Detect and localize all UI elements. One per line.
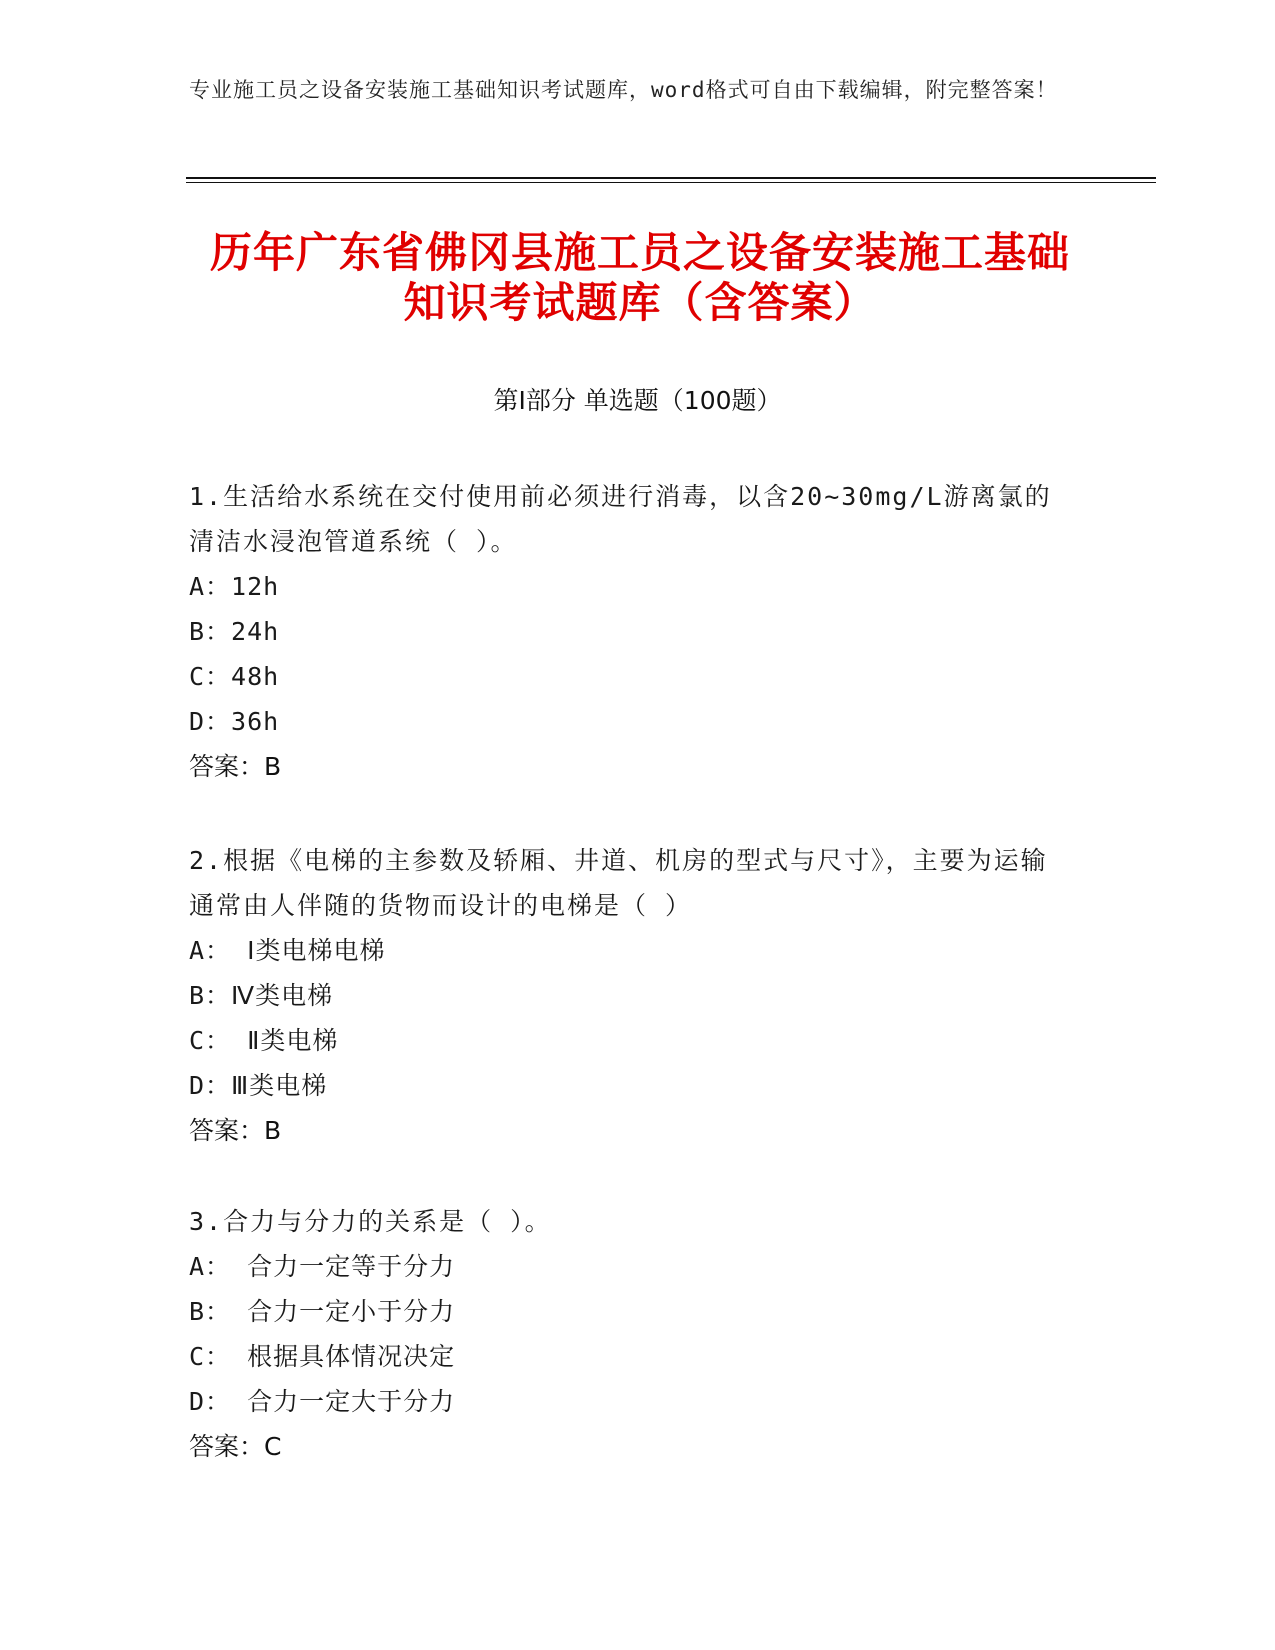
option-b: B：24h [189, 617, 280, 646]
document-title: 历年广东省佛冈县施工员之设备安装施工基础知识考试题库（含答案） [209, 228, 1070, 327]
option-d: D： 合力一定大于分力 [189, 1387, 456, 1416]
option-b: B： 合力一定小于分力 [189, 1297, 456, 1326]
option-d: D：Ⅲ类电梯 [189, 1071, 328, 1100]
question-3 [189, 1199, 1069, 1469]
question-stem: 2.根据《电梯的主参数及轿厢、井道、机房的型式与尺寸》，主要为运输通常由人伴随的货物而设计的电梯是（ ） [189, 846, 1048, 920]
option-a: A： Ⅰ类电梯电梯 [189, 936, 386, 965]
question-stem: 3.合力与分力的关系是（ ）。 [189, 1207, 552, 1236]
header-divider-thin [186, 182, 1156, 183]
question-2 [189, 838, 1069, 1153]
option-c: C：48h [189, 662, 280, 691]
option-b: B：Ⅳ类电梯 [189, 981, 334, 1010]
answer-label: 答案：C [189, 1432, 282, 1461]
header-note: 专业施工员之设备安装施工基础知识考试题库，word格式可自由下载编辑，附完整答案！ [189, 78, 1058, 102]
option-c: C： 根据具体情况决定 [189, 1342, 456, 1371]
question-1 [189, 474, 1069, 789]
answer-label: 答案：B [189, 752, 282, 781]
option-a: A：12h [189, 572, 280, 601]
question-stem: 1.生活给水系统在交付使用前必须进行消毒，以含20~30mg/L游离氯的清洁水浸泡管道系统（ ）。 [189, 482, 1052, 556]
option-a: A： 合力一定等于分力 [189, 1252, 456, 1281]
option-d: D：36h [189, 707, 280, 736]
answer-label: 答案：B [189, 1116, 282, 1145]
option-c: C： Ⅱ类电梯 [189, 1026, 339, 1055]
header-divider-thick [186, 177, 1156, 179]
section-title: 第Ⅰ部分 单选题（100题） [493, 386, 782, 415]
